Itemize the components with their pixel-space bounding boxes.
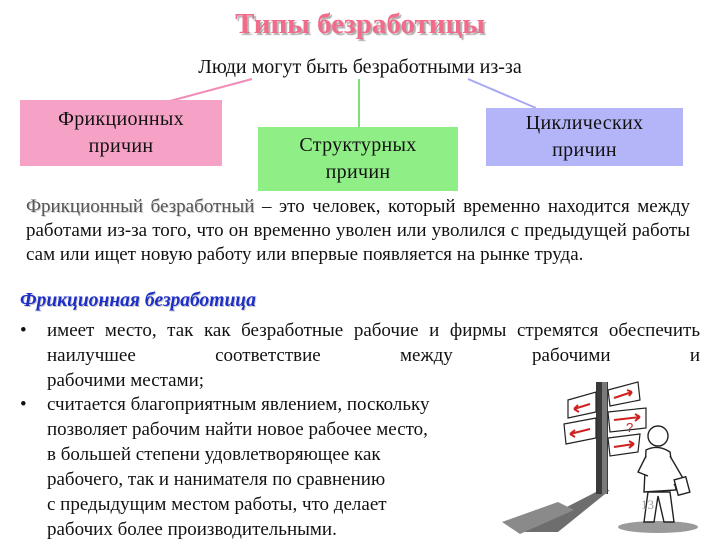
bullet-1-text: имеет место, так как безработные рабочие и фирмы стремятся обеспечить наилучшее соответствие между рабочими и	[47, 320, 700, 366]
sign-board	[568, 392, 596, 418]
cyclical-label-line1: Циклических	[525, 112, 644, 134]
bullet-2-line: считается благоприятным явлением, поскольку	[47, 394, 430, 415]
page-title: Типы безработицы	[235, 8, 485, 40]
structural-box	[258, 127, 458, 191]
bullet-2-line: позволяет рабочим найти новое рабочее место,	[47, 419, 428, 440]
structural-label-line2: причин	[325, 161, 391, 183]
bullet-2-line: рабочего, так и нанимателя по сравнению	[47, 469, 386, 490]
bullet-2-line: рабочих более производительными.	[47, 519, 337, 540]
definition-term: Фрикционный безработный	[26, 196, 255, 217]
frictional-label-line1: Фрикционных	[58, 108, 184, 130]
frictional-label-line2: причин	[88, 135, 154, 157]
cyclical-label-line2: причин	[552, 139, 617, 161]
man-shadow	[618, 521, 698, 533]
structural-label-line1: Структурных	[299, 134, 417, 156]
signpost-man-icon	[498, 372, 713, 537]
connector-cyclical	[468, 79, 536, 108]
sign-question-mark: ?	[626, 420, 634, 435]
bullet-2-line: с предыдущим местом работы, что делает	[47, 494, 387, 515]
subtitle: Люди могут быть безработными из-за	[198, 56, 522, 78]
bullet-1-last-line: рабочими местами;	[47, 370, 205, 391]
bullet-marker: •	[20, 320, 27, 341]
cyclical-box	[486, 108, 683, 166]
bullet-2-line: в большей степени удовлетворяющее как	[47, 444, 381, 465]
definition-paragraph	[26, 195, 690, 267]
bullet-marker: •	[20, 394, 27, 415]
definition-text: – это человек, который временно находится между работами из-за того, что он временно уволен или уволился с предыдущей работы сам или ищет новую работу или впервые появляется на рынке труда.	[26, 196, 690, 265]
connector-frictional	[170, 79, 252, 101]
slide-number: 13	[641, 497, 654, 512]
bullet-item-2	[20, 392, 540, 542]
frictional-box	[20, 100, 222, 166]
section-heading: Фрикционная безработица	[20, 290, 256, 311]
